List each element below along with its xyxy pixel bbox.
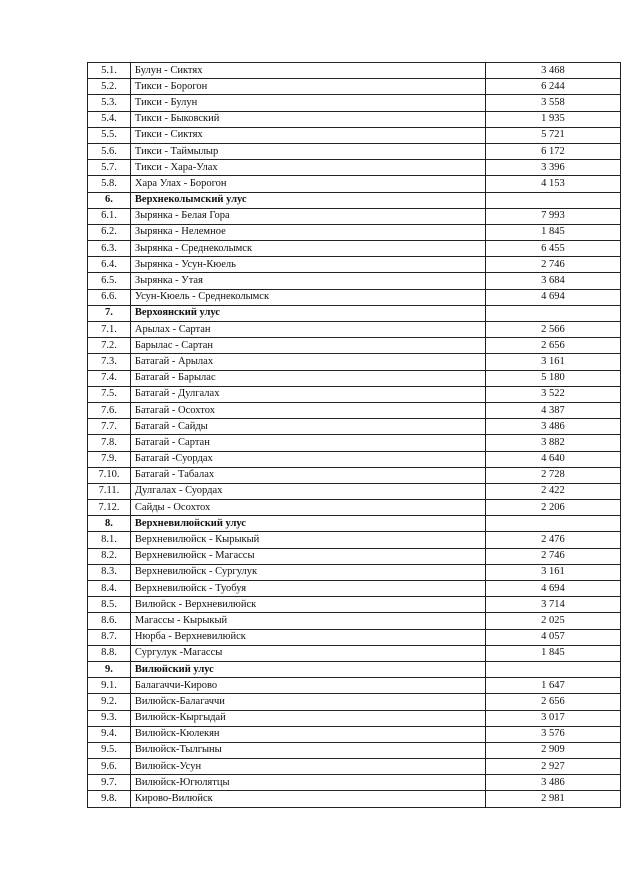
row-number: 8.3.: [88, 564, 131, 580]
route-name: Тикси - Борогон: [130, 79, 485, 95]
table-row: [88, 273, 621, 289]
routes-table-body: [88, 63, 621, 808]
route-name: Хара Улах - Борогон: [130, 176, 485, 192]
row-number: 6.5.: [88, 273, 131, 289]
route-name: Зырянка - Нелемное: [130, 224, 485, 240]
route-value: 2 206: [485, 500, 620, 516]
table-row: [88, 564, 621, 580]
table-row: [88, 289, 621, 305]
row-number: 8.6.: [88, 613, 131, 629]
route-value: 4 640: [485, 451, 620, 467]
row-number: 7.4.: [88, 370, 131, 386]
row-number: 5.7.: [88, 160, 131, 176]
section-title: Верхнеколымский улус: [130, 192, 485, 208]
route-value: 1 935: [485, 111, 620, 127]
route-name: Дулгалах - Суордах: [130, 483, 485, 499]
row-number: 7.1.: [88, 322, 131, 338]
table-row: [88, 143, 621, 159]
table-row: [88, 548, 621, 564]
row-number: 7.5.: [88, 386, 131, 402]
table-row: [88, 467, 621, 483]
route-name: Верхневилюйск - Сургулук: [130, 564, 485, 580]
table-row: [88, 419, 621, 435]
table-row: [88, 338, 621, 354]
row-number: 9.8.: [88, 791, 131, 807]
route-name: Тикси - Таймылыр: [130, 143, 485, 159]
route-value: 3 486: [485, 419, 620, 435]
table-row: [88, 257, 621, 273]
routes-table: [87, 62, 621, 808]
table-row: [88, 402, 621, 418]
route-value: 3 396: [485, 160, 620, 176]
row-number: 5.3.: [88, 95, 131, 111]
row-number: 9.2.: [88, 694, 131, 710]
route-name: Батагай - Дулгалах: [130, 386, 485, 402]
row-number: 6.: [88, 192, 131, 208]
row-number: 8.5.: [88, 597, 131, 613]
row-number: 8.4.: [88, 581, 131, 597]
route-value: 2 025: [485, 613, 620, 629]
route-name: Зырянка - Белая Гора: [130, 208, 485, 224]
route-value: [485, 305, 620, 321]
route-value: 2 422: [485, 483, 620, 499]
route-name: Тикси - Булун: [130, 95, 485, 111]
route-value: 6 455: [485, 241, 620, 257]
route-name: Магассы - Кырыкый: [130, 613, 485, 629]
row-number: 7.: [88, 305, 131, 321]
row-number: 9.7.: [88, 775, 131, 791]
row-number: 8.8.: [88, 645, 131, 661]
route-value: [485, 516, 620, 532]
table-row: [88, 95, 621, 111]
section-title: Верхоянский улус: [130, 305, 485, 321]
row-number: 7.10.: [88, 467, 131, 483]
route-name: Вилюйск - Верхневилюйск: [130, 597, 485, 613]
route-name: Батагай - Арылах: [130, 354, 485, 370]
section-row: [88, 305, 621, 321]
route-name: Вилюйск-Балагаччи: [130, 694, 485, 710]
route-value: 2 656: [485, 338, 620, 354]
row-number: 9.5.: [88, 742, 131, 758]
route-value: 3 714: [485, 597, 620, 613]
table-row: [88, 710, 621, 726]
table-row: [88, 613, 621, 629]
route-value: [485, 192, 620, 208]
route-value: 3 522: [485, 386, 620, 402]
section-row: [88, 192, 621, 208]
row-number: 9.4.: [88, 726, 131, 742]
route-value: 7 993: [485, 208, 620, 224]
table-row: [88, 386, 621, 402]
route-value: 3 882: [485, 435, 620, 451]
row-number: 5.6.: [88, 143, 131, 159]
table-row: [88, 581, 621, 597]
row-number: 7.6.: [88, 402, 131, 418]
route-name: Верхневилюйск - Магассы: [130, 548, 485, 564]
table-row: [88, 176, 621, 192]
table-row: [88, 79, 621, 95]
route-name: Верхневилюйск - Кырыкый: [130, 532, 485, 548]
route-value: 2 927: [485, 759, 620, 775]
route-name: Вилюйск-Югюлятцы: [130, 775, 485, 791]
row-number: 7.11.: [88, 483, 131, 499]
row-number: 5.8.: [88, 176, 131, 192]
row-number: 9.3.: [88, 710, 131, 726]
route-name: Вилюйск-Кюлекян: [130, 726, 485, 742]
route-value: 6 172: [485, 143, 620, 159]
route-value: 2 656: [485, 694, 620, 710]
route-name: Арылах - Сартан: [130, 322, 485, 338]
route-value: 3 161: [485, 564, 620, 580]
table-row: [88, 726, 621, 742]
row-number: 8.: [88, 516, 131, 532]
section-title: Вилюйский улус: [130, 661, 485, 677]
row-number: 5.1.: [88, 63, 131, 79]
table-row: [88, 370, 621, 386]
table-row: [88, 451, 621, 467]
route-name: Балагаччи-Кирово: [130, 678, 485, 694]
table-row: [88, 597, 621, 613]
row-number: 7.8.: [88, 435, 131, 451]
route-value: 3 558: [485, 95, 620, 111]
route-name: Булун - Сиктях: [130, 63, 485, 79]
route-value: 2 566: [485, 322, 620, 338]
route-value: 1 647: [485, 678, 620, 694]
route-value: 2 981: [485, 791, 620, 807]
row-number: 8.1.: [88, 532, 131, 548]
route-value: 2 728: [485, 467, 620, 483]
route-value: 4 153: [485, 176, 620, 192]
table-row: [88, 160, 621, 176]
route-value: 5 180: [485, 370, 620, 386]
row-number: 9.: [88, 661, 131, 677]
table-row: [88, 791, 621, 807]
table-row: [88, 759, 621, 775]
route-name: Сургулук -Магассы: [130, 645, 485, 661]
route-value: 2 909: [485, 742, 620, 758]
section-row: [88, 516, 621, 532]
row-number: 9.6.: [88, 759, 131, 775]
table-row: [88, 241, 621, 257]
row-number: 7.12.: [88, 500, 131, 516]
route-value: 4 057: [485, 629, 620, 645]
route-value: 2 476: [485, 532, 620, 548]
route-name: Батагай - Табалах: [130, 467, 485, 483]
route-value: 3 161: [485, 354, 620, 370]
route-name: Нюрба - Верхневилюйск: [130, 629, 485, 645]
route-name: Батагай -Суордах: [130, 451, 485, 467]
row-number: 6.1.: [88, 208, 131, 224]
table-row: [88, 111, 621, 127]
route-value: 1 845: [485, 224, 620, 240]
row-number: 8.2.: [88, 548, 131, 564]
route-name: Вилюйск-Кыргыдай: [130, 710, 485, 726]
route-value: 3 017: [485, 710, 620, 726]
table-row: [88, 629, 621, 645]
section-title: Верхневилюйский улус: [130, 516, 485, 532]
route-value: 4 694: [485, 581, 620, 597]
route-name: Вилюйск-Тылгыны: [130, 742, 485, 758]
route-value: 3 684: [485, 273, 620, 289]
table-row: [88, 322, 621, 338]
route-name: Зырянка - Утая: [130, 273, 485, 289]
row-number: 7.2.: [88, 338, 131, 354]
route-name: Тикси - Хара-Улах: [130, 160, 485, 176]
row-number: 5.4.: [88, 111, 131, 127]
row-number: 7.3.: [88, 354, 131, 370]
route-name: Батагай - Сартан: [130, 435, 485, 451]
table-row: [88, 208, 621, 224]
route-name: Сайды - Осохтох: [130, 500, 485, 516]
table-row: [88, 354, 621, 370]
table-row: [88, 532, 621, 548]
route-value: 5 721: [485, 127, 620, 143]
row-number: 5.5.: [88, 127, 131, 143]
route-name: Усун-Кюель - Среднеколымск: [130, 289, 485, 305]
table-row: [88, 775, 621, 791]
row-number: 9.1.: [88, 678, 131, 694]
row-number: 7.7.: [88, 419, 131, 435]
table-row: [88, 483, 621, 499]
row-number: 7.9.: [88, 451, 131, 467]
route-name: Верхневилюйск - Туобуя: [130, 581, 485, 597]
route-value: 4 387: [485, 402, 620, 418]
route-name: Батагай - Барылас: [130, 370, 485, 386]
route-value: 3 486: [485, 775, 620, 791]
table-row: [88, 694, 621, 710]
route-value: 6 244: [485, 79, 620, 95]
route-name: Батагай - Сайды: [130, 419, 485, 435]
row-number: 6.6.: [88, 289, 131, 305]
route-name: Барылас - Сартан: [130, 338, 485, 354]
row-number: 8.7.: [88, 629, 131, 645]
route-name: Зырянка - Среднеколымск: [130, 241, 485, 257]
table-row: [88, 435, 621, 451]
row-number: 6.3.: [88, 241, 131, 257]
route-value: 3 468: [485, 63, 620, 79]
route-value: [485, 661, 620, 677]
route-value: 3 576: [485, 726, 620, 742]
route-value: 4 694: [485, 289, 620, 305]
table-row: [88, 645, 621, 661]
row-number: 6.4.: [88, 257, 131, 273]
route-value: 2 746: [485, 548, 620, 564]
route-name: Батагай - Осохтох: [130, 402, 485, 418]
route-name: Зырянка - Усун-Кюель: [130, 257, 485, 273]
row-number: 5.2.: [88, 79, 131, 95]
table-row: [88, 500, 621, 516]
route-name: Тикси - Быковский: [130, 111, 485, 127]
route-name: Вилюйск-Усун: [130, 759, 485, 775]
table-row: [88, 63, 621, 79]
table-row: [88, 678, 621, 694]
table-row: [88, 127, 621, 143]
route-value: 1 845: [485, 645, 620, 661]
route-name: Кирово-Вилюйск: [130, 791, 485, 807]
route-name: Тикси - Сиктях: [130, 127, 485, 143]
row-number: 6.2.: [88, 224, 131, 240]
table-row: [88, 224, 621, 240]
table-row: [88, 742, 621, 758]
section-row: [88, 661, 621, 677]
route-value: 2 746: [485, 257, 620, 273]
